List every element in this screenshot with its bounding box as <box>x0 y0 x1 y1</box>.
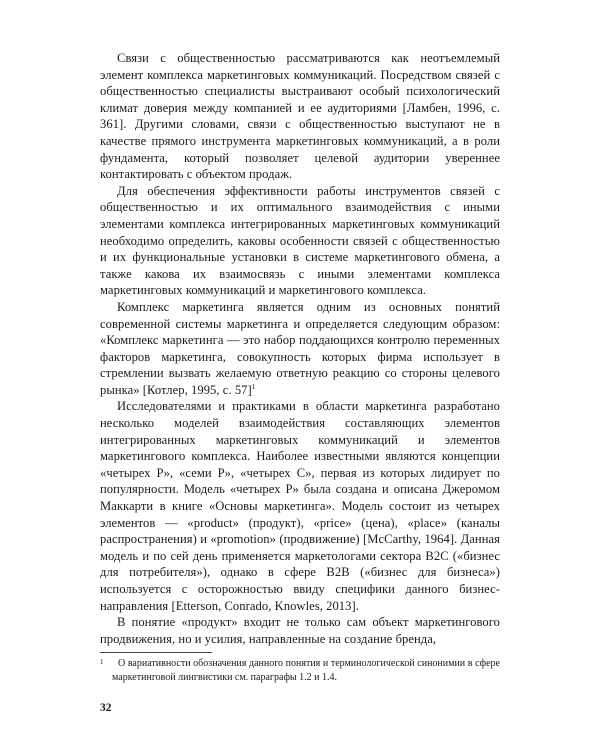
page-body <box>100 50 500 647</box>
footnote-reference: 1 <box>251 381 256 391</box>
page-number: 32 <box>100 702 112 714</box>
paragraph-5: В понятие «продукт» входит не только сам объект маркетингового продвижения, но и усилия, направленные на создание бренда, <box>100 615 500 646</box>
paragraph-1: Связи с общественностью рассматриваются как неотъемлемый элемент комплекса маркетинговых коммуникаций. Посредством связей с общественностью специалисты выстраивают особый психологический климат доверия между компанией и ее аудиториями [Ламбен, 1996, с. 361]. Другими словами, связи с общественностью выступают не в качестве прямого инструмента маркетинговых коммуникаций, а в роли фундамента, который позволяет целевой аудитории увереннее контактировать с объектом продаж. <box>100 51 500 182</box>
footnote-divider <box>100 652 212 653</box>
paragraph-2: Для обеспечения эффективности работы инструментов связей с общественностью и их оптимального взаимодействия с иными элементами комплекса интегрированных маркетинговых коммуникаций необходимо определить, каковы особенности связей с общественностью и их функциональные установки в системе маркетингового обмена, а также какова их взаимосвязь с иными элементами комплекса маркетинговых коммуникаций и маркетингового комплекса. <box>100 183 500 298</box>
footnote-marker: 1 <box>100 658 104 666</box>
paragraph-3 <box>100 299 500 399</box>
paragraph-3-text: Комплекс маркетинга является одним из основных понятий современной системы маркетинга и определяется следующим образом: «Комплекс маркетинга — это набор поддающихся контролю переменных факторов маркетинга, совокупность которых фирма использует в стремлении вызвать желаемую ответную реакцию со стороны целевого рынка» [Котлер, 1995, с. 57] <box>100 299 500 397</box>
footnote-text: О вариативности обозначения данного понятия и терминологической синонимии в сфере маркетинговой лингвистики см. параграфы 1.2 и 1.4. <box>112 658 500 683</box>
paragraph-4: Исследователями и практиками в области маркетинга разработано несколько моделей взаимодействия составляющих элементов интегрированных маркетинговых коммуникаций и элементов маркетингового комплекса. Наиболее известными являются концепции «четырех P», «семи P», «четырех C», первая из которых лидирует по популярности. Модель «четырех P» была создана и описана Джеромом Маккарти в книге «Основы маркетинга». Модель состоит из четырех элементов — «product» (продукт), «price» (цена), «place» (каналы распространения) и «promotion» (продвижение) [McCarthy, 1964]. Данная модель и по сей день применяется маркетологами сектора B2C («бизнес для потребителя»), однако в сфере B2B («бизнес для бизнеса») используется с осторожностью ввиду специфики данного бизнес-направления [Etterson, Conrado, Knowles, 2013]. <box>100 399 500 613</box>
footnote <box>100 657 500 684</box>
